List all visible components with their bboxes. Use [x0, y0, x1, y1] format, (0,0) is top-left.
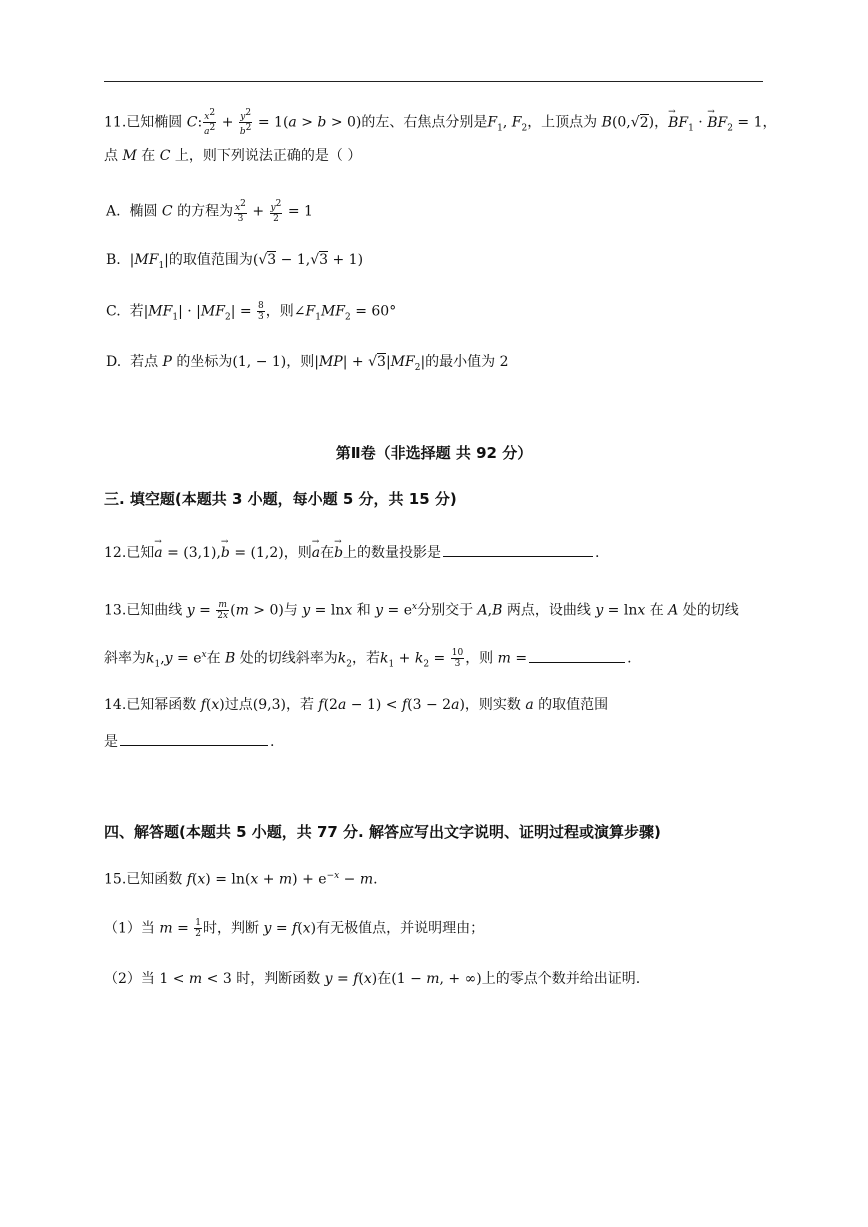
q13-text: 分别交于	[417, 602, 474, 619]
q14-text: 已知幂函数	[126, 697, 197, 713]
option-text: ，则	[286, 354, 315, 370]
answer-blank[interactable]	[120, 731, 268, 746]
q12-text: ，则	[283, 545, 312, 561]
q12-line: 12.已知→ a = (3,1),→ b = (1,2)，则→ a在→ b上的数量投影是 .	[104, 542, 599, 563]
fraction: $\frac{x^2}{a^2}$	[204, 108, 216, 137]
q13-text: .	[627, 650, 632, 667]
q13-text: ，则	[465, 650, 494, 667]
fraction: $\frac{10}{3}$	[451, 648, 464, 670]
q11-line2: 点 M 在 C 上，则下列说法正确的是（ ）	[104, 148, 362, 164]
option-text: 的坐标为	[176, 354, 233, 370]
option-letter: A.	[106, 203, 121, 220]
q11-number: 11.	[104, 114, 127, 131]
q11-text: 的左、右焦点分别是	[361, 114, 488, 131]
option-text: 椭圆	[129, 203, 158, 220]
q11-option-c: C. 若$|MF_1| \cdot |MF_2|$ = $\frac{8}{3}$ ，则$\angle F_1MF_2 = 60^\circ$	[106, 301, 397, 323]
section3-title: 三. 填空题(本题共 3 小题，每小题 5 分，共 15 分)	[104, 490, 457, 508]
q14-line1: 14.已知幂函数 f(x)过点(9,3)，若 f(2a − 1) < f(3 − 2a)，则实数 a 的取值范围	[104, 697, 609, 713]
q13-text: 和	[356, 602, 371, 619]
answer-blank[interactable]	[443, 542, 593, 557]
q13-text: 两点，设曲线	[506, 602, 591, 619]
q14-line2	[104, 731, 274, 752]
q15-text: （2）当	[104, 971, 155, 987]
fraction: $\frac{8}{3}$	[258, 301, 264, 322]
q15-part1: （1）当 m = $\frac{1}{2}$ 时，判断 y = f(x)有无极值点，并说明理由；	[104, 918, 485, 939]
q15-text: 时，判断函数	[236, 971, 321, 987]
q12-text: .	[595, 545, 600, 561]
answer-blank[interactable]	[529, 648, 625, 663]
q11-text: ，上顶点为	[527, 114, 598, 131]
q11-text: 在	[141, 148, 156, 164]
q13-line2: 斜率为$k_1,y = e^x$在 B 处的切线斜率为$k_2$，若$k_1 + k_2$ = $\frac{10}{3}$ ，则 m = .	[104, 648, 632, 670]
q15-part2: （2）当 1 < m < 3 时，判断函数 y = f(x)在(1 − m, + ∞)上的零点个数并给出证明.	[104, 971, 641, 987]
q15-text: 在	[377, 971, 392, 987]
q15-text: （1）当	[104, 920, 155, 937]
q14-text: .	[270, 734, 275, 750]
option-text: ，则	[265, 303, 294, 320]
q13-text: 斜率为	[104, 650, 146, 667]
fraction: $\frac{y^2}{2}$	[270, 199, 282, 224]
fraction: $\frac{x^2}{3}$	[235, 199, 246, 224]
q13-text: 已知曲线	[126, 602, 183, 619]
option-text: 若点	[130, 354, 159, 370]
q13-text: 在	[206, 650, 221, 667]
q14-text: 过点	[224, 697, 253, 713]
fraction: $\frac{m}{2x}$	[217, 600, 229, 622]
q11-text: 上，则下列说法正确的是（ ）	[174, 148, 362, 164]
q14-number: 14.	[104, 697, 127, 713]
q15-number: 15.	[104, 871, 127, 888]
q11-option-b: B. $|MF_1|$的取值范围为(√3 − 1,√3 + 1)	[106, 252, 364, 271]
q13-text: 在	[649, 602, 664, 619]
q15-stem: 15.已知函数 $f(x) = \ln(x + m) + e^{-x} - m$.	[104, 871, 378, 888]
q15-text: 已知函数	[126, 871, 183, 888]
q12-text: 上的数量投影是	[343, 545, 442, 561]
q12-number: 12.	[104, 545, 127, 561]
fraction: $\frac{y^2}{b^2}$	[239, 108, 252, 137]
q14-text: 的取值范围	[538, 697, 609, 713]
option-text: 的取值范围为	[168, 252, 253, 268]
q14-text: ，若	[285, 697, 314, 713]
q11-option-d: D. 若点 P 的坐标为(1, − 1)，则$|MP| + √3|MF_2|$的最小值为 2	[106, 354, 509, 373]
part2-title: 第Ⅱ卷（非选择题 共 92 分）	[335, 444, 533, 462]
option-letter: D.	[106, 354, 122, 370]
fraction: $\frac{1}{2}$	[195, 918, 202, 939]
option-letter: B.	[106, 252, 121, 268]
q15-text: 上的零点个数并给出证明.	[481, 971, 641, 987]
q11-line1: 11.已知椭圆 C: $\frac{x^2}{a^2}$ + $\frac{y^2}{b^2}$ = 1(a > b > 0)的左、右焦点分别是$F_1$, $F_2$，上顶点为 B(0,√2)，→ $BF_1$ · → $BF_2 = 1$，	[104, 108, 776, 138]
q11-text: 点	[104, 148, 118, 164]
q11-option-a: A. 椭圆 C 的方程为 $\frac{x^2}{3}$ + $\frac{y^2}{2}$ = 1	[106, 199, 313, 224]
q13-text: 处的切线	[682, 602, 739, 619]
q14-text: 是	[104, 734, 118, 750]
q15-text: 有无极值点，并说明理由；	[316, 920, 485, 937]
q13-number: 13.	[104, 602, 127, 619]
q13-text: ，若	[352, 650, 381, 667]
q13-text: 与	[283, 602, 298, 619]
q11-text: 已知椭圆	[126, 114, 183, 131]
q12-text: 已知	[126, 545, 155, 561]
option-letter: C.	[106, 303, 121, 320]
option-text: 的最小值为 2	[425, 354, 509, 370]
header-rule	[104, 81, 763, 82]
section4-title: 四、解答题(本题共 5 小题，共 77 分. 解答应写出文字说明、证明过程或演算步骤)	[104, 823, 661, 841]
q13-text: 处的切线斜率为	[239, 650, 338, 667]
q13-line1: 13.已知曲线 y = $\frac{m}{2x}$ (m > 0)与 y = lnx 和 $y = e^x$分别交于 A,B 两点，设曲线 y = lnx 在 A 处的切线	[104, 600, 739, 622]
q15-text: 时，判断	[203, 920, 260, 937]
option-text: 若	[129, 303, 144, 320]
option-text: 的方程为	[177, 203, 234, 220]
q14-text: ，则实数	[464, 697, 521, 713]
q12-text: 在	[320, 545, 335, 561]
